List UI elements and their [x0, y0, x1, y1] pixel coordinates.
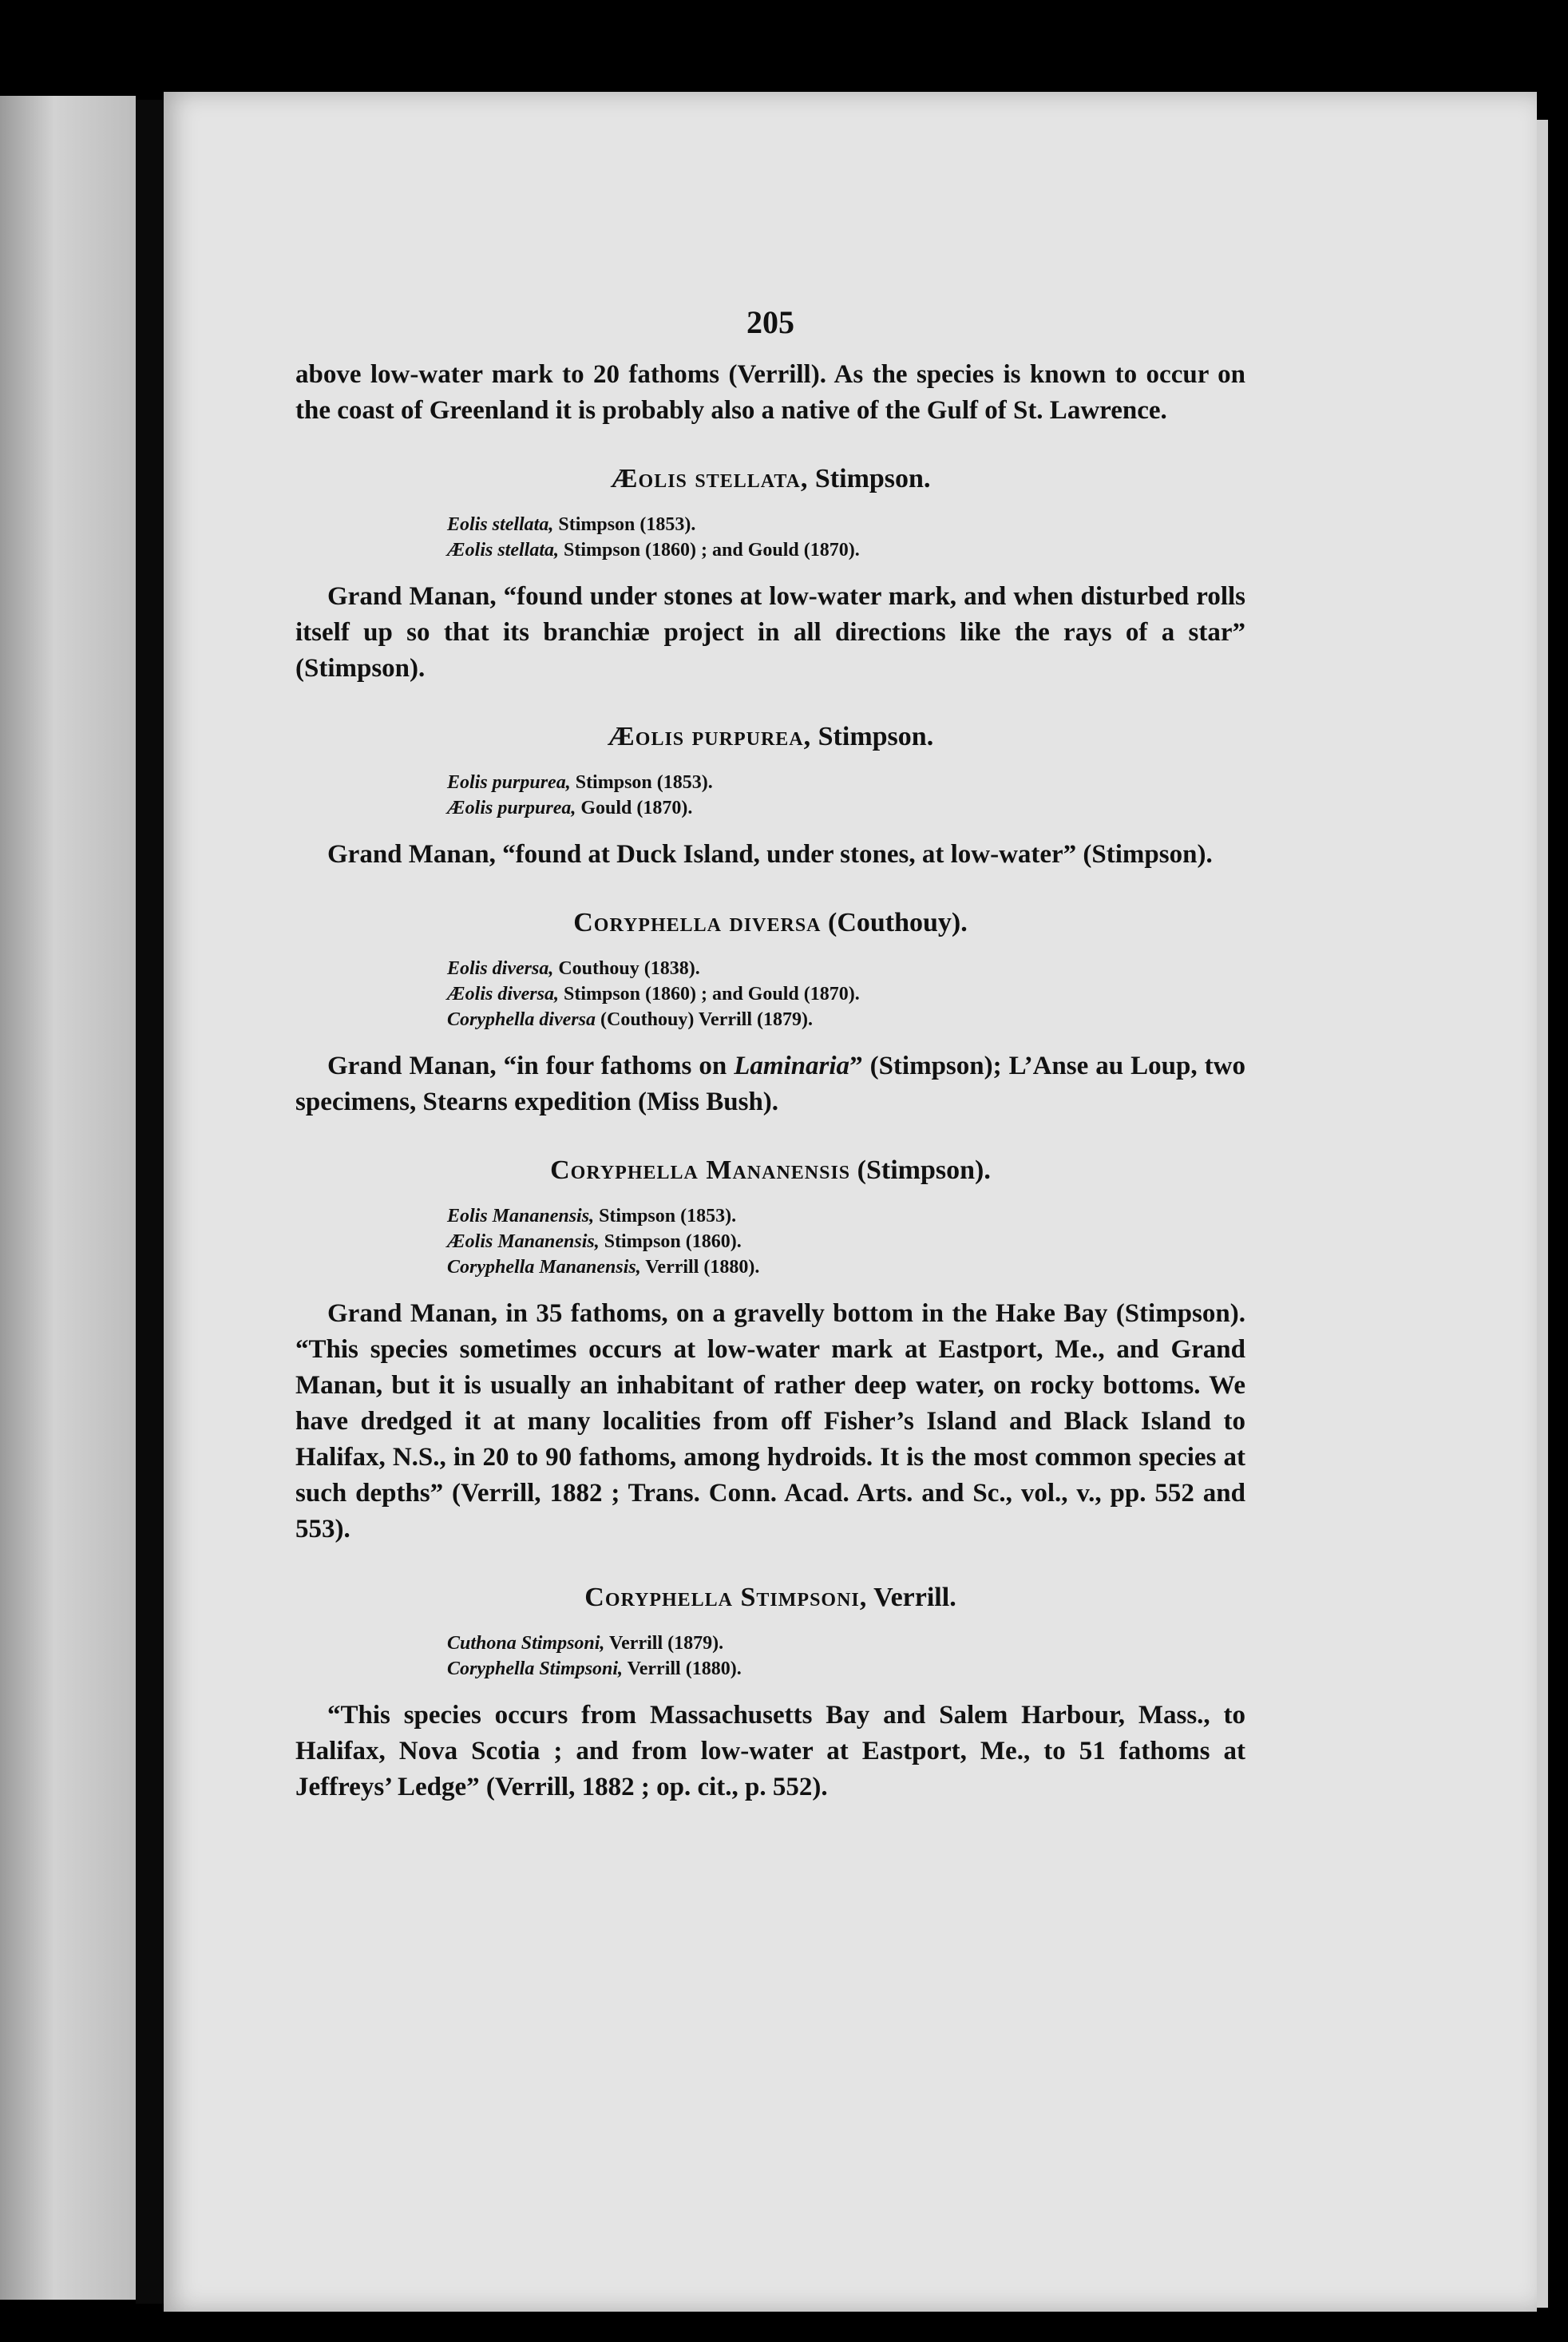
synonym-entry: Æolis stellata, Stimpson (1860) ; and Gould (1870).: [447, 540, 860, 561]
species-paragraph: Grand Manan, “found under stones at low-water mark, and when disturbed rolls itself up so that its branchiæ project in all directions like the rays of a star” (Stimpson).: [295, 582, 1245, 683]
synonym-entry: Eolis purpurea, Stimpson (1853).: [447, 772, 713, 793]
laminaria-italic: Laminaria: [734, 1052, 850, 1080]
species-heading: [295, 722, 1245, 752]
synonym-entry: Coryphella Stimpsoni, Verrill (1880).: [447, 1658, 742, 1679]
species-name: Coryphella Stimpsoni,: [584, 1583, 868, 1612]
species-heading: [295, 464, 1245, 494]
synonym-entry: Æolis Mananensis, Stimpson (1860).: [447, 1231, 742, 1252]
intro-paragraph: above low-water mark to 20 fathoms (Verrill). As the species is known to occur on the coast of Greenland it is probably also a native of the Gulf of St. Lawrence.: [295, 360, 1245, 425]
book-spine: [136, 100, 166, 2304]
synonym-entry: Eolis Mananensis, Stimpson (1853).: [447, 1206, 737, 1226]
synonym-list: [447, 770, 1245, 821]
page-text: [295, 303, 1245, 1805]
species-paragraph: Grand Manan, “in four fathoms on Laminaria” (Stimpson); L’Anse au Loup, two specimens, Stearns expedition (Miss Bush).: [295, 1052, 1245, 1116]
species-paragraph: Grand Manan, “found at Duck Island, under stones, at low-water” (Stimpson).: [327, 840, 1213, 869]
synonym-list: [447, 956, 1245, 1032]
species-heading: [295, 1583, 1245, 1613]
left-page-edge: [0, 96, 136, 2300]
species-heading: [295, 1155, 1245, 1186]
synonym-list: [447, 1631, 1245, 1682]
species-author: (Stimpson).: [857, 1155, 991, 1185]
synonym-entry: Coryphella Mananensis, Verrill (1880).: [447, 1257, 760, 1278]
species-author: Verrill.: [873, 1583, 956, 1612]
synonym-entry: Cuthona Stimpsoni, Verrill (1879).: [447, 1633, 724, 1654]
species-paragraph: Grand Manan, in 35 fathoms, on a gravelly bottom in the Hake Bay (Stimpson). “This species sometimes occurs at low-water mark at Eastport, Me., and Grand Manan, but it is usually an inhabitant of rather deep water, on rocky bottoms. We have dredged it at many localities from off Fisher’s Island and Black Island to Halifax, N.S., in 20 to 90 fathoms, among hydroids. It is the most common species at such depths” (Verrill, 1882 ; Trans. Conn. Acad. Arts. and Sc., vol., v., pp. 552 and 553).: [295, 1299, 1245, 1544]
species-name: Æolis purpurea,: [607, 722, 812, 751]
species-author: (Couthouy).: [828, 908, 968, 937]
synonym-list: [447, 512, 1245, 563]
synonym-entry: Æolis diversa, Stimpson (1860) ; and Gould (1870).: [447, 984, 860, 1005]
synonym-entry: Eolis diversa, Couthouy (1838).: [447, 958, 700, 979]
synonym-list: [447, 1203, 1245, 1280]
species-name: Æolis stellata,: [610, 464, 809, 493]
page-number: 205: [746, 304, 794, 340]
species-paragraph: “This species occurs from Massachusetts Bay and Salem Harbour, Mass., to Halifax, Nova Scotia ; and from low-water at Eastport, Me., to 51 fathoms at Jeffreys’ Ledge” (Verrill, 1882 ; op. cit., p. 552).: [295, 1701, 1245, 1801]
synonym-entry: Eolis stellata, Stimpson (1853).: [447, 514, 696, 535]
species-heading: [295, 908, 1245, 938]
synonym-entry: Æolis purpurea, Gould (1870).: [447, 798, 693, 818]
right-page-edge: [1537, 120, 1548, 2308]
species-author: Stimpson.: [814, 464, 931, 493]
species-name: Coryphella diversa: [573, 908, 822, 937]
synonym-entry: Coryphella diversa (Couthouy) Verrill (1879).: [447, 1009, 813, 1030]
species-name: Coryphella Mananensis: [550, 1155, 851, 1185]
species-author: Stimpson.: [818, 722, 934, 751]
